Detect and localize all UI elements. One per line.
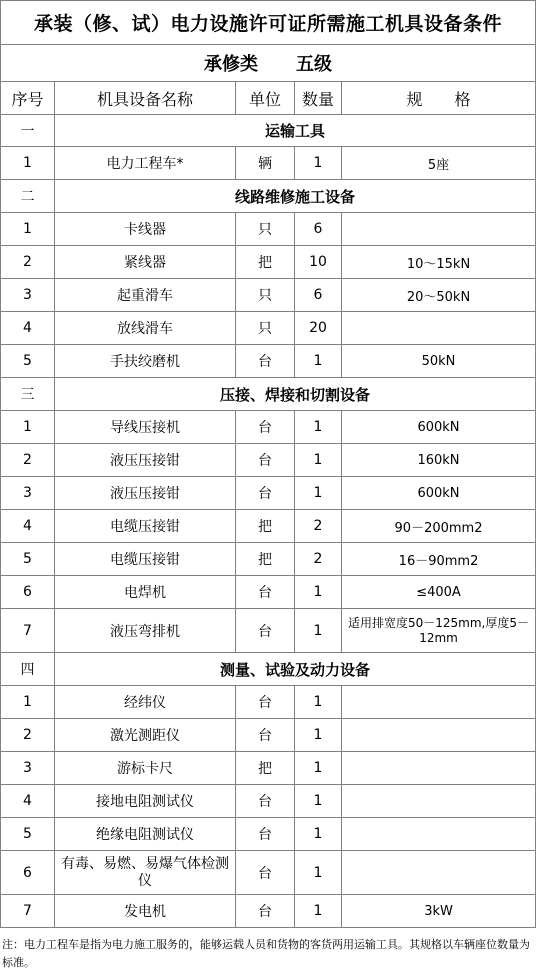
page-title: 承装（修、试）电力设施许可证所需施工机具设备条件: [1, 1, 536, 45]
item-qty: 1: [295, 411, 342, 444]
item-no: 7: [1, 895, 55, 928]
item-spec: 3kW: [342, 895, 536, 928]
item-qty: 6: [295, 213, 342, 246]
item-no: 2: [1, 246, 55, 279]
item-no: 6: [1, 851, 55, 895]
item-unit: 台: [236, 785, 295, 818]
table-row: [1, 345, 536, 378]
item-qty: 1: [295, 818, 342, 851]
item-unit: 台: [236, 719, 295, 752]
item-spec: 20～50kN: [342, 279, 536, 312]
item-unit: 台: [236, 686, 295, 719]
table-row: [1, 246, 536, 279]
item-name: 起重滑车: [55, 279, 236, 312]
section-row: [1, 180, 536, 213]
table-row: [1, 510, 536, 543]
item-unit: 把: [236, 752, 295, 785]
page-subtitle: [1, 45, 536, 82]
item-name: 激光测距仪: [55, 719, 236, 752]
item-qty: 1: [295, 345, 342, 378]
item-unit: 台: [236, 895, 295, 928]
section-title: 测量、试验及动力设备: [55, 653, 536, 686]
item-qty: 1: [295, 444, 342, 477]
item-unit: 台: [236, 345, 295, 378]
item-qty: 1: [295, 609, 342, 653]
item-no: 5: [1, 818, 55, 851]
item-no: 3: [1, 477, 55, 510]
item-spec: 适用排宽度50－125mm,厚度5－12mm: [342, 609, 536, 653]
item-no: 1: [1, 411, 55, 444]
section-title: 压接、焊接和切割设备: [55, 378, 536, 411]
table-row: [1, 312, 536, 345]
item-spec: 5座: [342, 147, 536, 180]
item-unit: 台: [236, 576, 295, 609]
table-row: [1, 752, 536, 785]
item-qty: 1: [295, 895, 342, 928]
item-spec: 90－200mm2: [342, 510, 536, 543]
item-no: 5: [1, 345, 55, 378]
item-spec: [342, 851, 536, 895]
section-no: 二: [1, 180, 55, 213]
item-spec: 50kN: [342, 345, 536, 378]
item-qty: 20: [295, 312, 342, 345]
item-qty: 6: [295, 279, 342, 312]
item-no: 5: [1, 543, 55, 576]
section-title: 运输工具: [55, 115, 536, 147]
item-spec: [342, 752, 536, 785]
table-row: [1, 279, 536, 312]
header-unit: 单位: [236, 82, 295, 115]
item-spec: 10～15kN: [342, 246, 536, 279]
item-name: 手扶绞磨机: [55, 345, 236, 378]
item-spec: [342, 818, 536, 851]
item-name: 电缆压接钳: [55, 510, 236, 543]
section-row: [1, 115, 536, 147]
table-row: [1, 576, 536, 609]
header-spec: 规 格: [342, 82, 536, 115]
header-row: [1, 82, 536, 115]
table-row: [1, 411, 536, 444]
item-unit: 台: [236, 609, 295, 653]
item-unit: 只: [236, 213, 295, 246]
item-no: 6: [1, 576, 55, 609]
item-unit: 台: [236, 851, 295, 895]
table-row: [1, 895, 536, 928]
item-spec: [342, 312, 536, 345]
item-no: 1: [1, 686, 55, 719]
item-unit: 辆: [236, 147, 295, 180]
table-row: [1, 477, 536, 510]
table-row: [1, 213, 536, 246]
table-row: [1, 851, 536, 895]
item-name: 电缆压接钳: [55, 543, 236, 576]
item-qty: 1: [295, 851, 342, 895]
header-no: 序号: [1, 82, 55, 115]
item-spec: 600kN: [342, 411, 536, 444]
item-unit: 把: [236, 246, 295, 279]
item-name: 液压压接钳: [55, 477, 236, 510]
item-unit: 台: [236, 411, 295, 444]
section-no: 四: [1, 653, 55, 686]
item-no: 3: [1, 752, 55, 785]
item-qty: 1: [295, 785, 342, 818]
header-name: 机具设备名称: [55, 82, 236, 115]
section-title: 线路维修施工设备: [55, 180, 536, 213]
item-qty: 1: [295, 719, 342, 752]
item-no: 4: [1, 510, 55, 543]
item-spec: 600kN: [342, 477, 536, 510]
header-qty: 数量: [295, 82, 342, 115]
category-label: 承修类: [204, 54, 259, 75]
item-qty: 1: [295, 477, 342, 510]
item-name: 经纬仪: [55, 686, 236, 719]
section-row: [1, 653, 536, 686]
item-unit: 台: [236, 477, 295, 510]
item-unit: 台: [236, 818, 295, 851]
item-no: 1: [1, 213, 55, 246]
item-name: 电焊机: [55, 576, 236, 609]
table-row: [1, 686, 536, 719]
item-name: 游标卡尺: [55, 752, 236, 785]
table-row: [1, 147, 536, 180]
item-qty: 2: [295, 510, 342, 543]
item-spec: 160kN: [342, 444, 536, 477]
item-qty: 1: [295, 576, 342, 609]
item-qty: 1: [295, 686, 342, 719]
footnote: 注：电力工程车是指为电力施工服务的，能够运载人员和货物的客货两用运输工具。其规格以车辆座位数量为标准。: [2, 938, 530, 969]
item-no: 1: [1, 147, 55, 180]
item-name: 液压压接钳: [55, 444, 236, 477]
item-name: 放线滑车: [55, 312, 236, 345]
item-spec: 16－90mm2: [342, 543, 536, 576]
item-spec: [342, 686, 536, 719]
item-qty: 1: [295, 147, 342, 180]
item-no: 7: [1, 609, 55, 653]
item-no: 4: [1, 785, 55, 818]
item-no: 2: [1, 719, 55, 752]
item-no: 4: [1, 312, 55, 345]
item-spec: [342, 719, 536, 752]
table-row: [1, 719, 536, 752]
item-unit: 把: [236, 543, 295, 576]
item-name: 卡线器: [55, 213, 236, 246]
table-row: [1, 609, 536, 653]
item-spec: [342, 785, 536, 818]
item-name: 电力工程车*: [55, 147, 236, 180]
item-qty: 1: [295, 752, 342, 785]
section-no: 一: [1, 115, 55, 147]
item-unit: 只: [236, 279, 295, 312]
item-name: 有毒、易燃、易爆气体检测仪: [55, 851, 236, 895]
table-row: [1, 543, 536, 576]
item-unit: 台: [236, 444, 295, 477]
section-no: 三: [1, 378, 55, 411]
item-name: 发电机: [55, 895, 236, 928]
item-name: 接地电阻测试仪: [55, 785, 236, 818]
table-row: [1, 818, 536, 851]
item-name: 绝缘电阻测试仪: [55, 818, 236, 851]
table-row: [1, 444, 536, 477]
item-unit: 把: [236, 510, 295, 543]
item-qty: 2: [295, 543, 342, 576]
item-spec: [342, 213, 536, 246]
item-name: 导线压接机: [55, 411, 236, 444]
item-unit: 只: [236, 312, 295, 345]
item-spec: ≤400A: [342, 576, 536, 609]
item-qty: 10: [295, 246, 342, 279]
item-name: 紧线器: [55, 246, 236, 279]
item-name: 液压弯排机: [55, 609, 236, 653]
item-no: 3: [1, 279, 55, 312]
table-row: [1, 785, 536, 818]
level-label: 五级: [296, 54, 333, 75]
section-row: [1, 378, 536, 411]
item-no: 2: [1, 444, 55, 477]
